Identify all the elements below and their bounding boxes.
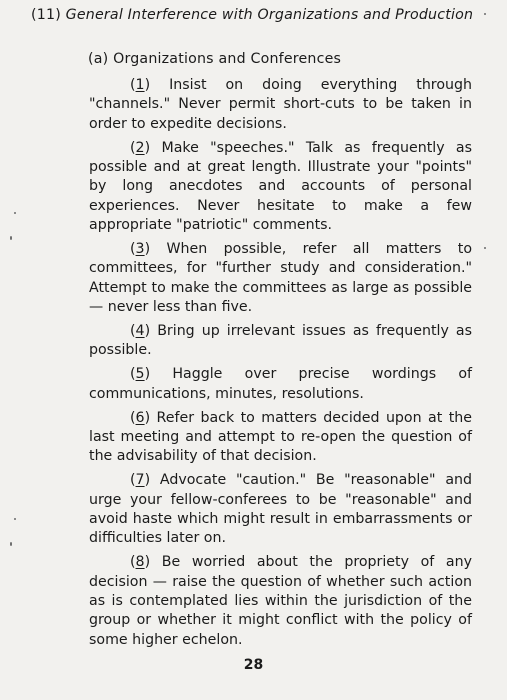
- list-item: (3) When possible, refer all matters to committees, for "further study and consideration." Attempt to make the committees as large as possible — never less than five.: [89, 240, 473, 315]
- item-number: 4: [135, 322, 145, 339]
- item-text: Be worried about the propriety of any decision — raise the question of whether such action as is contemplated lies within the jurisdiction of the group or whether it might conflict with the policy of some higher echelon.: [89, 554, 473, 648]
- item-number: 6: [135, 409, 145, 426]
- item-number: 2: [135, 139, 145, 156]
- scan-speck: [484, 13, 486, 15]
- scan-speck: [10, 542, 12, 546]
- item-text: Make "speeches." Talk as frequently as possible and at great length. Illustrate your "points" by long anecdotes and accounts of personal experiences. Never hesitate to make a few appropriate "patriotic" comments.: [89, 139, 473, 233]
- section-heading: [31, 6, 491, 24]
- list-item: (4) Bring up irrelevant issues as frequently as possible.: [89, 322, 473, 359]
- item-number: 1: [135, 77, 145, 93]
- list-item: (7) Advocate "caution." Be "reasonable" and urge your fellow-conferees to be "reasonable" and avoid haste which might result in embarrassments or difficulties later on.: [89, 472, 473, 547]
- scan-speck: [14, 212, 16, 214]
- scan-speck: [484, 247, 486, 249]
- item-text: Haggle over precise wordings of communications, minutes, resolutions.: [89, 366, 473, 402]
- item-number: 3: [135, 240, 145, 257]
- item-number: 5: [135, 366, 145, 383]
- scan-speck: [10, 236, 12, 240]
- page-number: 28: [243, 657, 264, 673]
- item-text: Advocate "caution." Be "reasonable" and urge your fellow-conferees to be "reasonable" and avoid haste which might result in embarrassments or difficulties later on.: [89, 472, 473, 547]
- list-item: (8) Be worried about the propriety of any decision — raise the question of whether such action as is contemplated lies within the jurisdiction of the group or whether it might conflict with the policy of some higher echelon.: [89, 554, 473, 648]
- section-number: (11): [31, 7, 61, 23]
- item-text: Insist on doing everything through "channels." Never permit short-cuts to be taken in order to expedite decisions.: [89, 77, 473, 132]
- item-list: [89, 76, 472, 655]
- scan-speck: [14, 518, 16, 520]
- item-number: 8: [135, 554, 145, 571]
- list-item: (6) Refer back to matters decided upon at the last meeting and attempt to re-open the question of the advisability of that decision.: [89, 409, 472, 465]
- section-title: General Interference with Organizations and Production: [65, 7, 474, 23]
- list-item: (5) Haggle over precise wordings of communications, minutes, resolutions.: [89, 366, 473, 402]
- list-item: (2) Make "speeches." Talk as frequently as possible and at great length. Illustrate your "points" by long anecdotes and accounts of personal experiences. Never hesitate to make a few appropriate "patriotic" comments.: [89, 139, 473, 233]
- item-number: 7: [135, 472, 145, 489]
- item-text: When possible, refer all matters to committees, for "further study and consideration." Attempt to make the committees as large as possible — never less than five.: [89, 240, 473, 315]
- item-text: Bring up irrelevant issues as frequently as possible.: [89, 322, 473, 359]
- list-item: (1) Insist on doing everything through "channels." Never permit short-cuts to be taken in order to expedite decisions.: [89, 77, 473, 132]
- subsection-heading: (a) Organizations and Conferences: [88, 51, 342, 67]
- item-text: Refer back to matters decided upon at the last meeting and attempt to re-open the question of the advisability of that decision.: [89, 409, 472, 465]
